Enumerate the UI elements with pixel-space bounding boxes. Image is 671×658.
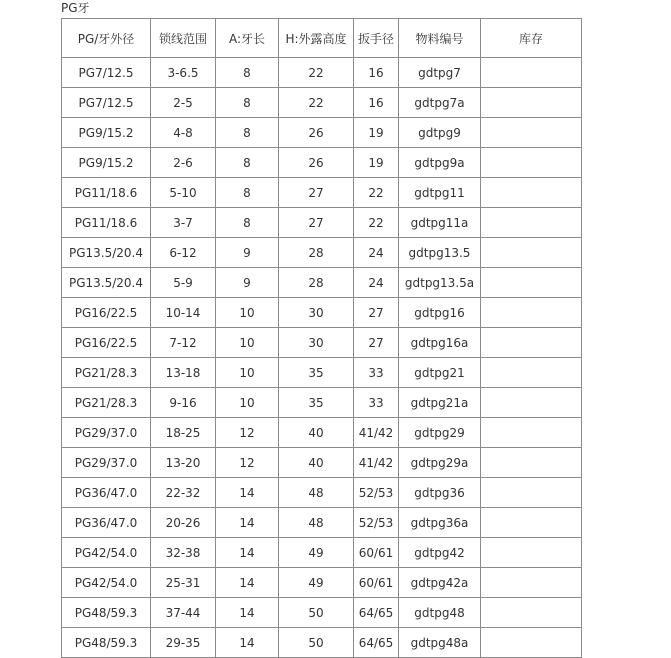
cell-clamping-range: 25-31 [151, 568, 216, 598]
cell-thread-outer-diameter: PG48/59.3 [62, 628, 151, 658]
cell-clamping-range: 3-6.5 [151, 58, 216, 88]
cell-thread-outer-diameter: PG9/15.2 [62, 148, 151, 178]
cell-wrench-size: 27 [354, 298, 399, 328]
cell-clamping-range: 6-12 [151, 238, 216, 268]
cell-part-number: gdtpg21 [399, 358, 481, 388]
table-caption: PG牙 [61, 1, 90, 15]
table-row [62, 238, 582, 268]
cell-exposed-height: 28 [279, 238, 354, 268]
cell-thread-length: 8 [216, 58, 279, 88]
cell-wrench-size: 60/61 [354, 568, 399, 598]
header-part-number: 物料编号 [399, 19, 481, 58]
header-wrench-size: 扳手径 [354, 19, 399, 58]
cell-stock [481, 208, 582, 238]
cell-thread-outer-diameter: PG16/22.5 [62, 298, 151, 328]
header-thread-length: A:牙长 [216, 19, 279, 58]
cell-thread-outer-diameter: PG42/54.0 [62, 538, 151, 568]
cell-clamping-range: 2-6 [151, 148, 216, 178]
cell-part-number: gdtpg9 [399, 118, 481, 148]
cell-part-number: gdtpg29 [399, 418, 481, 448]
table-row [62, 538, 582, 568]
cell-wrench-size: 41/42 [354, 418, 399, 448]
table-row [62, 298, 582, 328]
table-row [62, 598, 582, 628]
cell-part-number: gdtpg9a [399, 148, 481, 178]
cell-thread-outer-diameter: PG9/15.2 [62, 118, 151, 148]
cell-part-number: gdtpg48a [399, 628, 481, 658]
table-row [62, 88, 582, 118]
cell-clamping-range: 9-16 [151, 388, 216, 418]
cell-wrench-size: 52/53 [354, 508, 399, 538]
cell-exposed-height: 30 [279, 298, 354, 328]
cell-exposed-height: 50 [279, 628, 354, 658]
table-header-row [62, 19, 582, 58]
cell-part-number: gdtpg7a [399, 88, 481, 118]
cell-exposed-height: 26 [279, 118, 354, 148]
table-row [62, 58, 582, 88]
cell-clamping-range: 5-10 [151, 178, 216, 208]
table-row [62, 388, 582, 418]
cell-stock [481, 418, 582, 448]
cell-exposed-height: 49 [279, 568, 354, 598]
cell-stock [481, 238, 582, 268]
table-row [62, 508, 582, 538]
cell-wrench-size: 41/42 [354, 448, 399, 478]
cell-thread-length: 10 [216, 388, 279, 418]
cell-wrench-size: 24 [354, 268, 399, 298]
cell-stock [481, 58, 582, 88]
cell-thread-outer-diameter: PG21/28.3 [62, 358, 151, 388]
cell-clamping-range: 29-35 [151, 628, 216, 658]
cell-thread-length: 14 [216, 598, 279, 628]
table-row [62, 148, 582, 178]
cell-clamping-range: 3-7 [151, 208, 216, 238]
cell-thread-outer-diameter: PG21/28.3 [62, 388, 151, 418]
cell-exposed-height: 27 [279, 178, 354, 208]
cell-thread-length: 10 [216, 358, 279, 388]
cell-thread-outer-diameter: PG36/47.0 [62, 478, 151, 508]
cell-stock [481, 388, 582, 418]
cell-wrench-size: 16 [354, 58, 399, 88]
cell-thread-outer-diameter: PG48/59.3 [62, 598, 151, 628]
cell-wrench-size: 27 [354, 328, 399, 358]
header-clamping-range: 锁线范围 [151, 19, 216, 58]
cell-exposed-height: 48 [279, 478, 354, 508]
cell-thread-length: 12 [216, 448, 279, 478]
cell-thread-length: 14 [216, 508, 279, 538]
cell-thread-outer-diameter: PG13.5/20.4 [62, 268, 151, 298]
cell-part-number: gdtpg11a [399, 208, 481, 238]
cell-thread-outer-diameter: PG29/37.0 [62, 418, 151, 448]
cell-stock [481, 478, 582, 508]
cell-wrench-size: 24 [354, 238, 399, 268]
cell-clamping-range: 37-44 [151, 598, 216, 628]
cell-thread-length: 14 [216, 568, 279, 598]
cell-thread-outer-diameter: PG7/12.5 [62, 58, 151, 88]
cell-exposed-height: 49 [279, 538, 354, 568]
table-row [62, 418, 582, 448]
cell-stock [481, 328, 582, 358]
table-row [62, 478, 582, 508]
cell-exposed-height: 35 [279, 388, 354, 418]
cell-thread-outer-diameter: PG11/18.6 [62, 208, 151, 238]
cell-part-number: gdtpg36 [399, 478, 481, 508]
table-row [62, 118, 582, 148]
cell-clamping-range: 7-12 [151, 328, 216, 358]
cell-stock [481, 628, 582, 658]
cell-stock [481, 508, 582, 538]
cell-part-number: gdtpg11 [399, 178, 481, 208]
cell-part-number: gdtpg42a [399, 568, 481, 598]
table-row [62, 268, 582, 298]
cell-part-number: gdtpg7 [399, 58, 481, 88]
table-row [62, 358, 582, 388]
cell-stock [481, 448, 582, 478]
cell-clamping-range: 20-26 [151, 508, 216, 538]
cell-wrench-size: 22 [354, 208, 399, 238]
table-row [62, 178, 582, 208]
cell-stock [481, 538, 582, 568]
cell-exposed-height: 22 [279, 58, 354, 88]
cell-wrench-size: 64/65 [354, 628, 399, 658]
cell-clamping-range: 5-9 [151, 268, 216, 298]
cell-clamping-range: 22-32 [151, 478, 216, 508]
cell-thread-outer-diameter: PG13.5/20.4 [62, 238, 151, 268]
cell-thread-length: 14 [216, 538, 279, 568]
cell-thread-length: 8 [216, 148, 279, 178]
cell-thread-outer-diameter: PG16/22.5 [62, 328, 151, 358]
cell-part-number: gdtpg16a [399, 328, 481, 358]
cell-thread-length: 14 [216, 478, 279, 508]
cell-part-number: gdtpg29a [399, 448, 481, 478]
cell-stock [481, 118, 582, 148]
cell-stock [481, 88, 582, 118]
header-thread-outer-diameter: PG/牙外径 [62, 19, 151, 58]
cell-stock [481, 148, 582, 178]
table-row [62, 448, 582, 478]
header-stock: 库存 [481, 19, 582, 58]
cell-wrench-size: 60/61 [354, 538, 399, 568]
cell-thread-length: 8 [216, 88, 279, 118]
cell-exposed-height: 26 [279, 148, 354, 178]
cell-thread-length: 12 [216, 418, 279, 448]
cell-exposed-height: 48 [279, 508, 354, 538]
cell-exposed-height: 22 [279, 88, 354, 118]
cell-clamping-range: 2-5 [151, 88, 216, 118]
cell-part-number: gdtpg13.5 [399, 238, 481, 268]
cell-thread-outer-diameter: PG11/18.6 [62, 178, 151, 208]
cell-thread-length: 8 [216, 208, 279, 238]
cell-exposed-height: 50 [279, 598, 354, 628]
table-row [62, 628, 582, 658]
cell-wrench-size: 19 [354, 148, 399, 178]
cell-part-number: gdtpg13.5a [399, 268, 481, 298]
cell-clamping-range: 10-14 [151, 298, 216, 328]
cell-part-number: gdtpg48 [399, 598, 481, 628]
cell-wrench-size: 19 [354, 118, 399, 148]
cell-stock [481, 268, 582, 298]
cell-thread-outer-diameter: PG36/47.0 [62, 508, 151, 538]
header-exposed-height: H:外露高度 [279, 19, 354, 58]
cell-thread-outer-diameter: PG42/54.0 [62, 568, 151, 598]
cell-exposed-height: 27 [279, 208, 354, 238]
cell-stock [481, 178, 582, 208]
pg-thread-spec-table [61, 18, 582, 658]
cell-exposed-height: 30 [279, 328, 354, 358]
cell-clamping-range: 4-8 [151, 118, 216, 148]
cell-part-number: gdtpg16 [399, 298, 481, 328]
cell-part-number: gdtpg42 [399, 538, 481, 568]
cell-wrench-size: 16 [354, 88, 399, 118]
cell-thread-outer-diameter: PG7/12.5 [62, 88, 151, 118]
cell-clamping-range: 18-25 [151, 418, 216, 448]
cell-thread-length: 8 [216, 178, 279, 208]
cell-part-number: gdtpg21a [399, 388, 481, 418]
cell-wrench-size: 33 [354, 388, 399, 418]
cell-wrench-size: 52/53 [354, 478, 399, 508]
cell-exposed-height: 40 [279, 418, 354, 448]
cell-thread-length: 10 [216, 298, 279, 328]
cell-thread-length: 9 [216, 238, 279, 268]
cell-wrench-size: 22 [354, 178, 399, 208]
cell-clamping-range: 13-18 [151, 358, 216, 388]
cell-part-number: gdtpg36a [399, 508, 481, 538]
cell-stock [481, 298, 582, 328]
cell-stock [481, 598, 582, 628]
cell-clamping-range: 32-38 [151, 538, 216, 568]
cell-exposed-height: 40 [279, 448, 354, 478]
table-row [62, 328, 582, 358]
table-row [62, 568, 582, 598]
cell-wrench-size: 33 [354, 358, 399, 388]
cell-clamping-range: 13-20 [151, 448, 216, 478]
cell-wrench-size: 64/65 [354, 598, 399, 628]
cell-thread-length: 10 [216, 328, 279, 358]
cell-thread-length: 14 [216, 628, 279, 658]
cell-thread-length: 9 [216, 268, 279, 298]
cell-exposed-height: 35 [279, 358, 354, 388]
cell-thread-length: 8 [216, 118, 279, 148]
cell-exposed-height: 28 [279, 268, 354, 298]
cell-stock [481, 568, 582, 598]
cell-thread-outer-diameter: PG29/37.0 [62, 448, 151, 478]
table-row [62, 208, 582, 238]
cell-stock [481, 358, 582, 388]
